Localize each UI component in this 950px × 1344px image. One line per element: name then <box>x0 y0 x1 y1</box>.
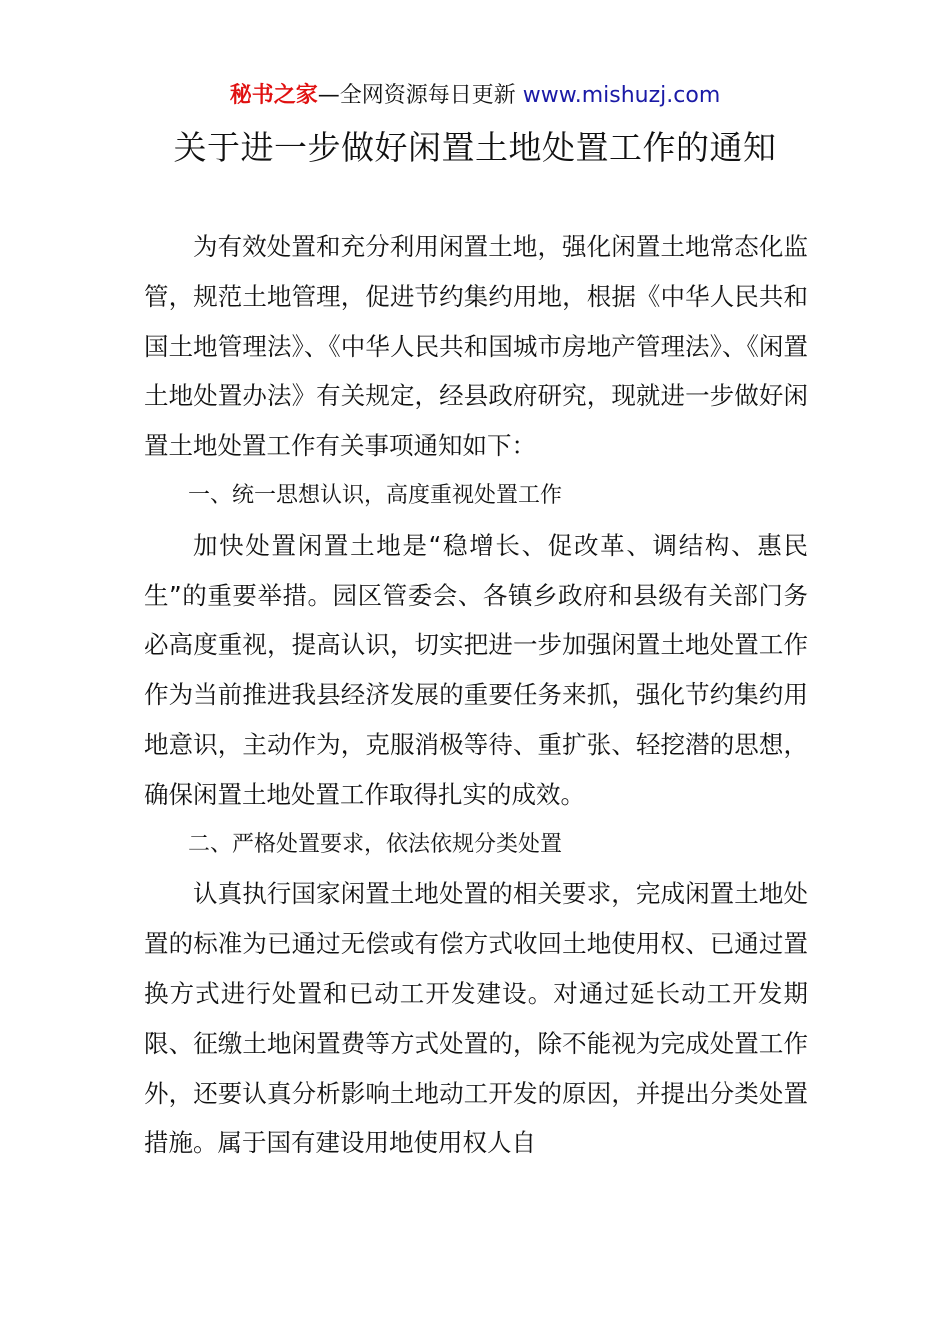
section-heading-2: 二、严格处置要求，依法依规分类处置 <box>188 831 563 857</box>
document-title: 关于进一步做好闲置土地处置工作的通知 <box>173 128 777 167</box>
intro-paragraph: 为有效处置和充分利用闲置土地，强化闲置土地常态化监管，规范土地管理，促进节约集约用地，根据《中华人民共和国土地管理法》、《中华人民共和国城市房地产管理法》、《闲置土地处置办法》有关规定，经县政府研究，现就进一步做好闲置土地处置工作有关事项通知如下： <box>144 232 808 461</box>
section-1-paragraph: 加快处置闲置土地是“稳增长、促改革、调结构、惠民生”的重要举措。园区管委会、各镇乡政府和县级有关部门务必高度重视，提高认识，切实把进一步加强闲置土地处置工作作为当前推进我县经济发展的重要任务来抓，强化节约集约用地意识，主动作为，克服消极等待、重扩张、轻挖潜的思想，确保闲置土地处置工作取得扎实的成效。 <box>144 530 808 809</box>
section-2-paragraph: 认真执行国家闲置土地处置的相关要求，完成闲置土地处置的标准为已通过无偿或有偿方式收回土地使用权、已通过置换方式进行处置和已动工开发建设。对通过延长动工开发期限、征缴土地闲置费等方式处置的，除不能视为完成处置工作外，还要认真分析影响土地动工开发的原因，并提出分类处置措施。属于国有建设用地使用权人自 <box>144 879 808 1158</box>
header-tagline: —全网资源每日更新 <box>317 83 523 108</box>
brand-name: 秘书之家 <box>229 83 318 108</box>
document-body <box>144 222 808 1168</box>
section-heading-1: 一、统一思想认识，高度重视处置工作 <box>188 482 563 508</box>
site-url-link[interactable]: www.mishuzj.com <box>522 83 721 108</box>
site-header <box>0 80 950 112</box>
